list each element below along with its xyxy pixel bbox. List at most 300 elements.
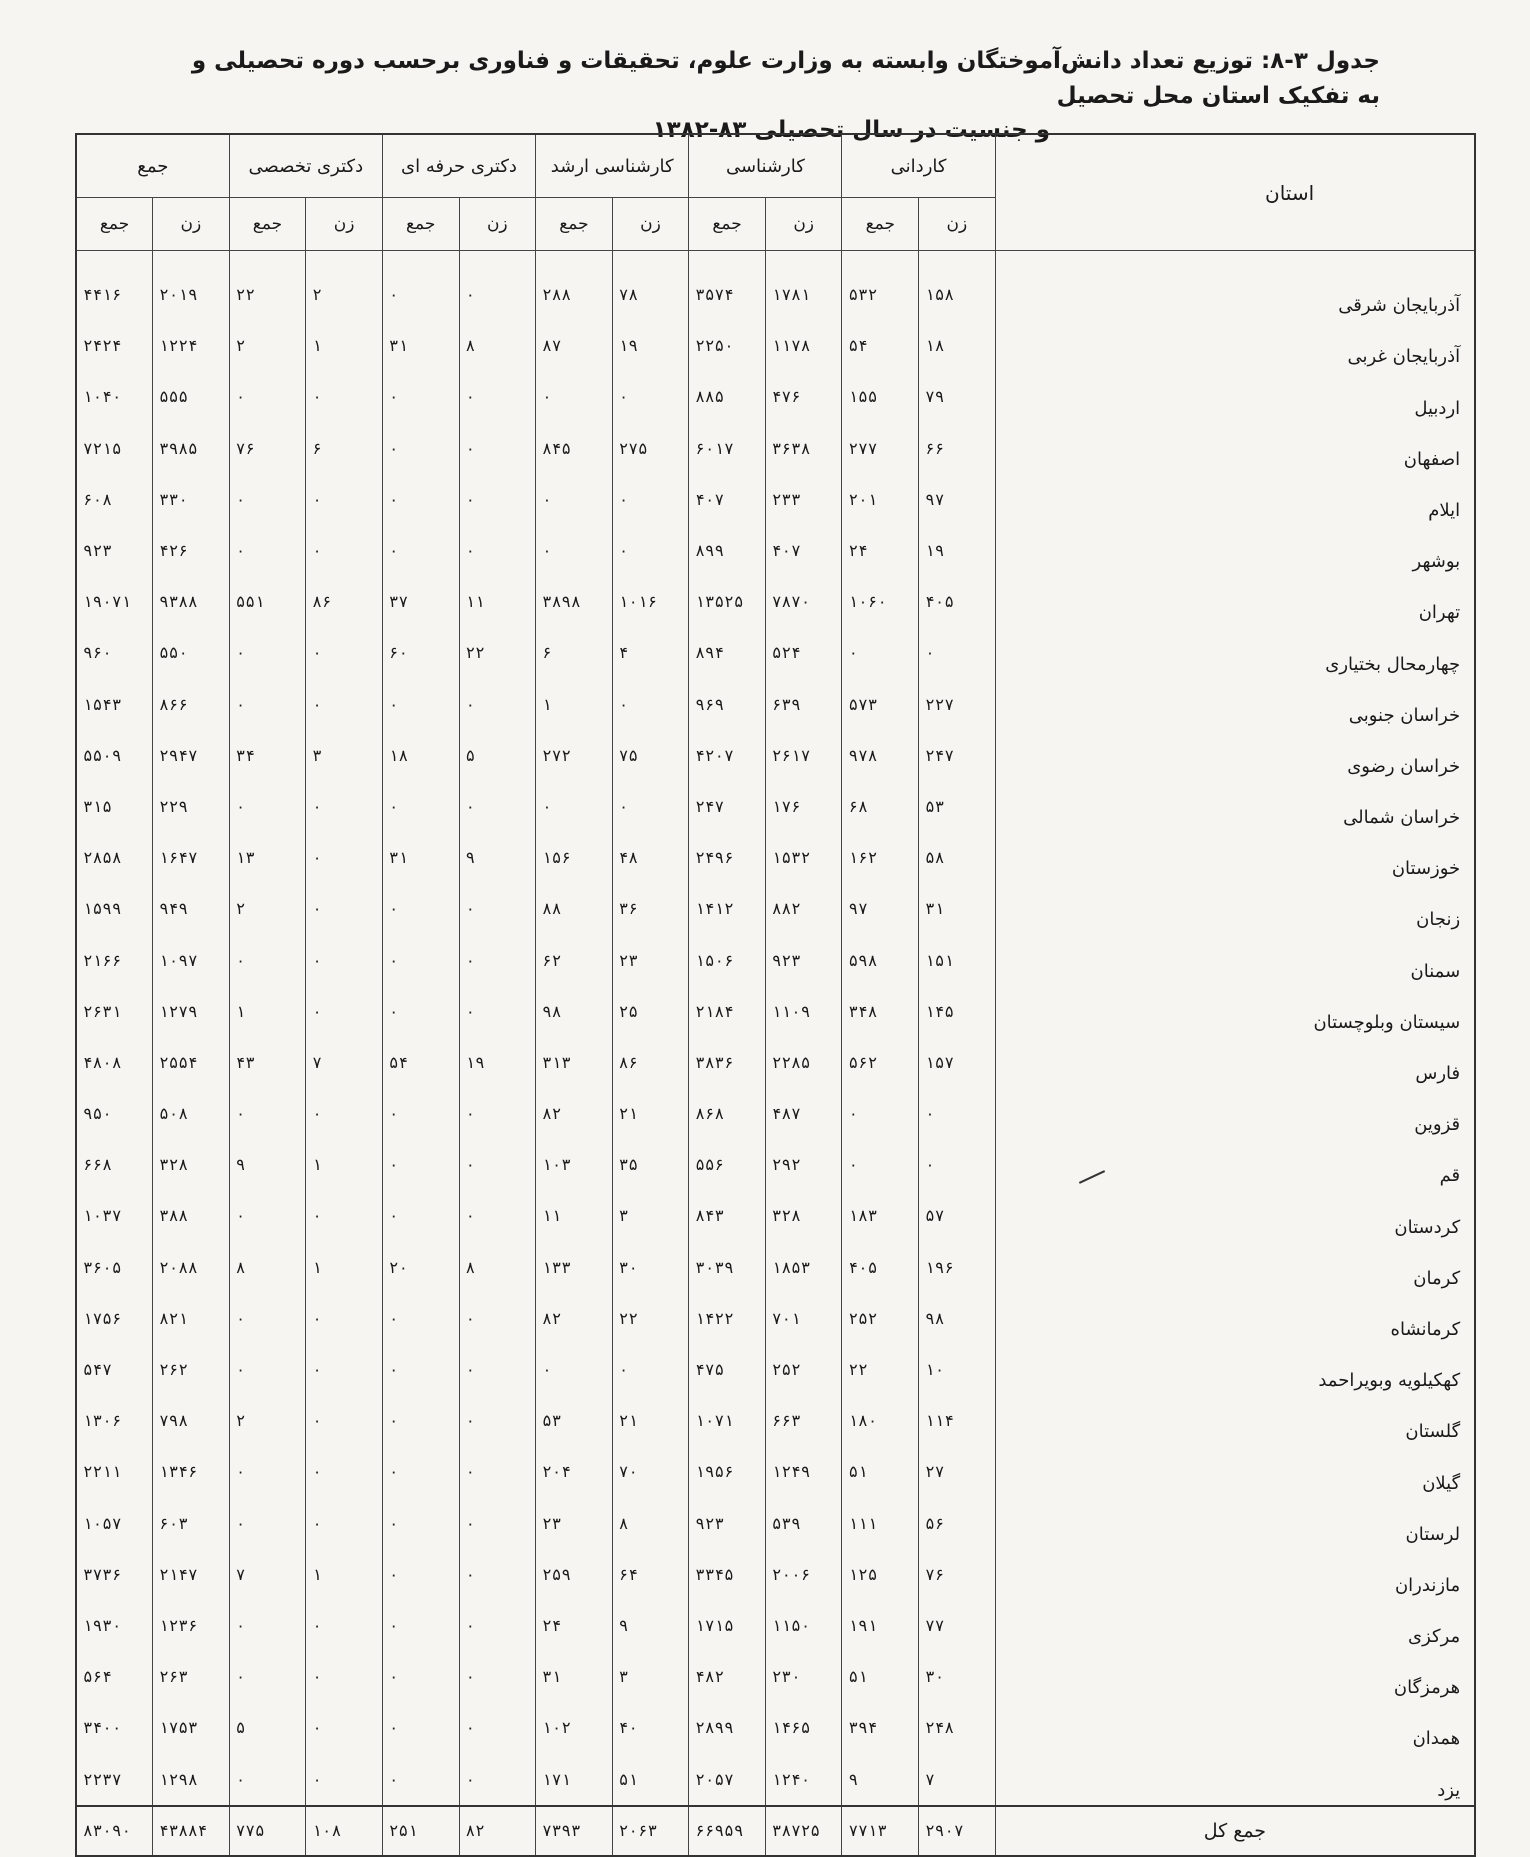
value-cell: ۲۸۵۸ [76, 832, 153, 883]
total-value-cell: ۶۶۹۵۹ [689, 1806, 766, 1856]
province-cell: یزد [995, 1753, 1475, 1805]
total-label: جمع کل [995, 1806, 1475, 1856]
value-cell: ۰ [306, 1395, 383, 1446]
value-cell: ۱۰۴۰ [76, 371, 153, 422]
value-cell: ۵۱ [842, 1651, 919, 1702]
value-cell: ۶۰۸ [76, 474, 153, 525]
group-header: جمع [76, 134, 229, 198]
value-cell: ۱۵۸ [919, 251, 996, 321]
value-cell: ۹۲۳ [76, 525, 153, 576]
value-cell: ۳۸۳۶ [689, 1037, 766, 1088]
value-cell: ۲۵۹ [536, 1549, 613, 1600]
value-cell: ۲۲ [229, 251, 306, 321]
value-cell: ۸ [459, 1242, 536, 1293]
value-cell: ۱۰۲ [536, 1702, 613, 1753]
value-cell: ۲۱ [612, 1088, 689, 1139]
value-cell: ۲۳۰ [765, 1651, 842, 1702]
value-cell: ۱۸۰ [842, 1395, 919, 1446]
value-cell: ۱۲۲۴ [153, 320, 230, 371]
value-cell: ۸۶۶ [153, 679, 230, 730]
value-cell: ۱۳ [229, 832, 306, 883]
value-cell: ۱۵۴۳ [76, 679, 153, 730]
value-cell: ۴۸۰۸ [76, 1037, 153, 1088]
table-row [76, 251, 1475, 321]
value-cell: ۱۸۳ [842, 1190, 919, 1241]
value-cell: ۰ [612, 679, 689, 730]
province-cell: بوشهر [995, 525, 1475, 576]
value-cell: ۰ [306, 1753, 383, 1805]
value-cell: ۲۲ [612, 1293, 689, 1344]
total-value-cell: ۱۰۸ [306, 1806, 383, 1856]
value-cell: ۰ [382, 1753, 459, 1805]
subheader-female: زن [765, 198, 842, 251]
value-cell: ۱۲۴۰ [765, 1753, 842, 1805]
value-cell: ۲۰۰۶ [765, 1549, 842, 1600]
value-cell: ۱۶۲ [842, 832, 919, 883]
value-cell: ۵۵۰۹ [76, 730, 153, 781]
value-cell: ۱۹۱ [842, 1600, 919, 1651]
province-cell: چهارمحال بختیاری [995, 627, 1475, 678]
value-cell: ۳۹۴ [842, 1702, 919, 1753]
subheader-female: زن [919, 198, 996, 251]
value-cell: ۱۷۸۱ [765, 251, 842, 321]
value-cell: ۰ [229, 1600, 306, 1651]
group-header: کاردانی [842, 134, 995, 198]
value-cell: ۵۶۲ [842, 1037, 919, 1088]
value-cell: ۰ [459, 525, 536, 576]
value-cell: ۲۲ [459, 627, 536, 678]
group-header: دکتری حرفه ای [382, 134, 535, 198]
value-cell: ۰ [459, 1446, 536, 1497]
value-cell: ۵۸ [919, 832, 996, 883]
value-cell: ۰ [306, 832, 383, 883]
value-cell: ۰ [229, 1446, 306, 1497]
value-cell: ۲۵۲ [765, 1344, 842, 1395]
value-cell: ۰ [229, 1293, 306, 1344]
value-cell: ۰ [306, 1293, 383, 1344]
value-cell: ۱۵۵ [842, 371, 919, 422]
value-cell: ۰ [306, 474, 383, 525]
value-cell: ۳۸۸ [153, 1190, 230, 1241]
province-cell: سیستان وبلوچستان [995, 986, 1475, 1037]
value-cell: ۳۴۸ [842, 986, 919, 1037]
value-cell: ۰ [382, 1395, 459, 1446]
value-cell: ۶۶۳ [765, 1395, 842, 1446]
value-cell: ۰ [459, 1088, 536, 1139]
subheader-female: زن [153, 198, 230, 251]
province-cell: آذربایجان شرقی [995, 251, 1475, 321]
value-cell: ۲۴ [842, 525, 919, 576]
table-row [76, 883, 1475, 934]
value-cell: ۷۶ [919, 1549, 996, 1600]
value-cell: ۲۲۱۱ [76, 1446, 153, 1497]
value-cell: ۷۰۱ [765, 1293, 842, 1344]
value-cell: ۲۶۳۱ [76, 986, 153, 1037]
value-cell: ۱۲۷۹ [153, 986, 230, 1037]
value-cell: ۸۴۳ [689, 1190, 766, 1241]
value-cell: ۵۴ [382, 1037, 459, 1088]
value-cell: ۰ [306, 1190, 383, 1241]
table-row [76, 986, 1475, 1037]
value-cell: ۱ [536, 679, 613, 730]
value-cell: ۵۰۸ [153, 1088, 230, 1139]
value-cell: ۰ [459, 781, 536, 832]
value-cell: ۱۷۵۶ [76, 1293, 153, 1344]
table-row [76, 320, 1475, 371]
value-cell: ۱۲۵ [842, 1549, 919, 1600]
total-value-cell: ۷۳۹۳ [536, 1806, 613, 1856]
value-cell: ۳۳۴۵ [689, 1549, 766, 1600]
province-cell: کهکیلویه وبویراحمد [995, 1344, 1475, 1395]
table-caption [180, 44, 1380, 148]
province-cell: خوزستان [995, 832, 1475, 883]
value-cell: ۹۷ [842, 883, 919, 934]
value-cell: ۱۱ [536, 1190, 613, 1241]
value-cell: ۰ [229, 1651, 306, 1702]
value-cell: ۳۶۳۸ [765, 423, 842, 474]
value-cell: ۲۷۲ [536, 730, 613, 781]
value-cell: ۲۲۵۰ [689, 320, 766, 371]
value-cell: ۰ [306, 986, 383, 1037]
value-cell: ۸۷ [536, 320, 613, 371]
table-row [76, 1395, 1475, 1446]
value-cell: ۳۱۳ [536, 1037, 613, 1088]
value-cell: ۲۰ [382, 1242, 459, 1293]
province-cell: خراسان شمالی [995, 781, 1475, 832]
value-cell: ۱۱۴ [919, 1395, 996, 1446]
table-row [76, 781, 1475, 832]
value-cell: ۱۱۰۹ [765, 986, 842, 1037]
table-row [76, 1498, 1475, 1549]
value-cell: ۵ [229, 1702, 306, 1753]
value-cell: ۲۲۸۵ [765, 1037, 842, 1088]
value-cell: ۹ [229, 1139, 306, 1190]
value-cell: ۶۶۸ [76, 1139, 153, 1190]
table-row [76, 1242, 1475, 1293]
value-cell: ۰ [306, 934, 383, 985]
table-row [76, 1139, 1475, 1190]
value-cell: ۲۰۵۷ [689, 1753, 766, 1805]
value-cell: ۰ [612, 474, 689, 525]
value-cell: ۲ [229, 1395, 306, 1446]
value-cell: ۲۲ [842, 1344, 919, 1395]
value-cell: ۰ [459, 986, 536, 1037]
value-cell: ۰ [382, 1498, 459, 1549]
value-cell: ۳۴ [229, 730, 306, 781]
caption-line-2: و جنسیت در سال تحصیلی ۸۳-۱۳۸۲ [652, 117, 1050, 143]
value-cell: ۴۸۲ [689, 1651, 766, 1702]
group-header: کارشناسی ارشد [536, 134, 689, 198]
value-cell: ۴۷۶ [765, 371, 842, 422]
value-cell: ۱۰۷۱ [689, 1395, 766, 1446]
value-cell: ۰ [382, 1190, 459, 1241]
value-cell: ۱۹۳۰ [76, 1600, 153, 1651]
value-cell: ۶۶ [919, 423, 996, 474]
value-cell: ۰ [459, 883, 536, 934]
value-cell: ۱۶۴۷ [153, 832, 230, 883]
value-cell: ۷ [229, 1549, 306, 1600]
value-cell: ۰ [229, 627, 306, 678]
value-cell: ۱۳۵۲۵ [689, 576, 766, 627]
value-cell: ۰ [382, 251, 459, 321]
value-cell: ۱۱۱ [842, 1498, 919, 1549]
province-cell: قم [995, 1139, 1475, 1190]
value-cell: ۳۹۸۵ [153, 423, 230, 474]
value-cell: ۴۲۰۷ [689, 730, 766, 781]
value-cell: ۴۷۵ [689, 1344, 766, 1395]
value-cell: ۱ [306, 1242, 383, 1293]
value-cell: ۳۵ [612, 1139, 689, 1190]
value-cell: ۶ [536, 627, 613, 678]
value-cell: ۰ [229, 525, 306, 576]
value-cell: ۰ [536, 474, 613, 525]
subheader-total: جمع [536, 198, 613, 251]
table-row [76, 1651, 1475, 1702]
value-cell: ۸۸۲ [765, 883, 842, 934]
total-value-cell: ۳۸۷۲۵ [765, 1806, 842, 1856]
value-cell: ۹۷۸ [842, 730, 919, 781]
value-cell: ۳۱ [382, 320, 459, 371]
value-cell: ۴۴۱۶ [76, 251, 153, 321]
value-cell: ۰ [459, 934, 536, 985]
value-cell: ۰ [459, 679, 536, 730]
group-header: دکتری تخصصی [229, 134, 382, 198]
value-cell: ۶۰۳ [153, 1498, 230, 1549]
value-cell: ۵۵۶ [689, 1139, 766, 1190]
value-cell: ۳۲۸ [153, 1139, 230, 1190]
value-cell: ۲۰۴ [536, 1446, 613, 1497]
value-cell: ۰ [382, 986, 459, 1037]
value-cell: ۵۹۸ [842, 934, 919, 985]
value-cell: ۵۵۵ [153, 371, 230, 422]
value-cell: ۸۴۵ [536, 423, 613, 474]
value-cell: ۲۲۳۷ [76, 1753, 153, 1805]
value-cell: ۰ [382, 1600, 459, 1651]
total-row [76, 1806, 1475, 1856]
value-cell: ۳۵۷۴ [689, 251, 766, 321]
value-cell: ۱۱۷۸ [765, 320, 842, 371]
value-cell: ۲۷۷ [842, 423, 919, 474]
value-cell: ۷۷ [919, 1600, 996, 1651]
value-cell: ۰ [382, 371, 459, 422]
value-cell: ۱۸ [919, 320, 996, 371]
value-cell: ۱۲۴۹ [765, 1446, 842, 1497]
value-cell: ۱۳۳ [536, 1242, 613, 1293]
value-cell: ۱۰۱۶ [612, 576, 689, 627]
value-cell: ۶۰۱۷ [689, 423, 766, 474]
value-cell: ۱۰ [919, 1344, 996, 1395]
value-cell: ۹۶۰ [76, 627, 153, 678]
table-row [76, 627, 1475, 678]
table-row [76, 1753, 1475, 1805]
value-cell: ۰ [459, 251, 536, 321]
table-row [76, 934, 1475, 985]
value-cell: ۲۵۲ [842, 1293, 919, 1344]
value-cell: ۵۵۰ [153, 627, 230, 678]
value-cell: ۰ [536, 525, 613, 576]
value-cell: ۲۹۴۷ [153, 730, 230, 781]
value-cell: ۲ [229, 883, 306, 934]
value-cell: ۶۴ [612, 1549, 689, 1600]
province-cell: کرمانشاه [995, 1293, 1475, 1344]
value-cell: ۸۹۴ [689, 627, 766, 678]
value-cell: ۲۵ [612, 986, 689, 1037]
value-cell: ۰ [612, 781, 689, 832]
value-cell: ۳۷۳۶ [76, 1549, 153, 1600]
graduates-table [75, 133, 1476, 1857]
province-cell: گیلان [995, 1446, 1475, 1497]
value-cell: ۰ [459, 1651, 536, 1702]
total-value-cell: ۴۳۸۸۴ [153, 1806, 230, 1856]
value-cell: ۲ [229, 320, 306, 371]
value-cell: ۵ [459, 730, 536, 781]
value-cell: ۸۲ [536, 1293, 613, 1344]
table-row [76, 1446, 1475, 1497]
province-cell: کرمان [995, 1242, 1475, 1293]
value-cell: ۲۶۱۷ [765, 730, 842, 781]
province-cell: گلستان [995, 1395, 1475, 1446]
value-cell: ۴۳ [229, 1037, 306, 1088]
value-cell: ۲۸۹۹ [689, 1702, 766, 1753]
value-cell: ۰ [382, 1344, 459, 1395]
value-cell: ۲۴۷ [919, 730, 996, 781]
value-cell: ۱۲۹۸ [153, 1753, 230, 1805]
value-cell: ۹۸ [536, 986, 613, 1037]
value-cell: ۰ [536, 371, 613, 422]
value-cell: ۲۱ [612, 1395, 689, 1446]
value-cell: ۲۳۳ [765, 474, 842, 525]
value-cell: ۶۲ [536, 934, 613, 985]
value-cell: ۲۲۷ [919, 679, 996, 730]
table-row [76, 1344, 1475, 1395]
value-cell: ۰ [459, 423, 536, 474]
subheader-female: زن [306, 198, 383, 251]
value-cell: ۴۰۷ [765, 525, 842, 576]
value-cell: ۰ [229, 1088, 306, 1139]
value-cell: ۱۵۳۲ [765, 832, 842, 883]
value-cell: ۹۷ [919, 474, 996, 525]
table-row [76, 730, 1475, 781]
value-cell: ۱۴۱۲ [689, 883, 766, 934]
subheader-total: جمع [842, 198, 919, 251]
value-cell: ۴۲۶ [153, 525, 230, 576]
province-cell: کردستان [995, 1190, 1475, 1241]
value-cell: ۱ [306, 1549, 383, 1600]
value-cell: ۴۰۷ [689, 474, 766, 525]
value-cell: ۲۵۵۴ [153, 1037, 230, 1088]
value-cell: ۱۷۶ [765, 781, 842, 832]
value-cell: ۱۹۶ [919, 1242, 996, 1293]
value-cell: ۸۲ [536, 1088, 613, 1139]
value-cell: ۷ [919, 1753, 996, 1805]
value-cell: ۲۶۲ [153, 1344, 230, 1395]
value-cell: ۰ [459, 1702, 536, 1753]
value-cell: ۵۵۱ [229, 576, 306, 627]
value-cell: ۳۱۵ [76, 781, 153, 832]
value-cell: ۰ [919, 627, 996, 678]
value-cell: ۴ [612, 627, 689, 678]
value-cell: ۳۲۸ [765, 1190, 842, 1241]
value-cell: ۰ [382, 781, 459, 832]
province-cell: تهران [995, 576, 1475, 627]
value-cell: ۸۸۵ [689, 371, 766, 422]
table-row [76, 679, 1475, 730]
province-cell: مازندران [995, 1549, 1475, 1600]
value-cell: ۸ [229, 1242, 306, 1293]
value-cell: ۱۴۶۵ [765, 1702, 842, 1753]
value-cell: ۲۰۱ [842, 474, 919, 525]
value-cell: ۱۵۰۶ [689, 934, 766, 985]
value-cell: ۰ [306, 883, 383, 934]
value-cell: ۰ [536, 781, 613, 832]
value-cell: ۰ [229, 1344, 306, 1395]
value-cell: ۲۱۸۴ [689, 986, 766, 1037]
table-container [75, 133, 1475, 1857]
table-body [76, 251, 1475, 1806]
value-cell: ۲۴۲۴ [76, 320, 153, 371]
value-cell: ۷ [306, 1037, 383, 1088]
value-cell: ۷۵ [612, 730, 689, 781]
value-cell: ۱۵۶ [536, 832, 613, 883]
value-cell: ۱۱ [459, 576, 536, 627]
value-cell: ۳۱ [919, 883, 996, 934]
value-cell: ۳ [612, 1190, 689, 1241]
value-cell: ۵۱ [612, 1753, 689, 1805]
value-cell: ۳۰۳۹ [689, 1242, 766, 1293]
value-cell: ۰ [459, 1139, 536, 1190]
value-cell: ۰ [382, 1293, 459, 1344]
value-cell: ۸۸ [536, 883, 613, 934]
value-cell: ۹ [612, 1600, 689, 1651]
total-value-cell: ۲۵۱ [382, 1806, 459, 1856]
table-row [76, 832, 1475, 883]
value-cell: ۴۸۷ [765, 1088, 842, 1139]
value-cell: ۵۳۲ [842, 251, 919, 321]
value-cell: ۲۰۸۸ [153, 1242, 230, 1293]
value-cell: ۰ [306, 1088, 383, 1139]
value-cell: ۳۱ [536, 1651, 613, 1702]
value-cell: ۲۹۲ [765, 1139, 842, 1190]
value-cell: ۱۱۵۰ [765, 1600, 842, 1651]
value-cell: ۰ [229, 781, 306, 832]
value-cell: ۱ [229, 986, 306, 1037]
value-cell: ۰ [536, 1344, 613, 1395]
value-cell: ۰ [229, 1498, 306, 1549]
value-cell: ۳۸۹۸ [536, 576, 613, 627]
value-cell: ۳ [612, 1651, 689, 1702]
value-cell: ۱۴۲۲ [689, 1293, 766, 1344]
value-cell: ۰ [229, 934, 306, 985]
value-cell: ۲۴۹۶ [689, 832, 766, 883]
value-cell: ۱۹۰۷۱ [76, 576, 153, 627]
province-cell: فارس [995, 1037, 1475, 1088]
value-cell: ۵۳ [536, 1395, 613, 1446]
value-cell: ۳ [306, 730, 383, 781]
value-cell: ۱۲۳۶ [153, 1600, 230, 1651]
value-cell: ۰ [306, 1702, 383, 1753]
value-cell: ۰ [306, 627, 383, 678]
value-cell: ۶۳۹ [765, 679, 842, 730]
value-cell: ۳۳۰ [153, 474, 230, 525]
value-cell: ۲۱۴۷ [153, 1549, 230, 1600]
total-value-cell: ۷۷۵ [229, 1806, 306, 1856]
value-cell: ۹۵۰ [76, 1088, 153, 1139]
value-cell: ۷۸ [612, 251, 689, 321]
value-cell: ۹۲۳ [765, 934, 842, 985]
province-cell: خراسان رضوی [995, 730, 1475, 781]
province-cell: مرکزی [995, 1600, 1475, 1651]
table-row [76, 1600, 1475, 1651]
